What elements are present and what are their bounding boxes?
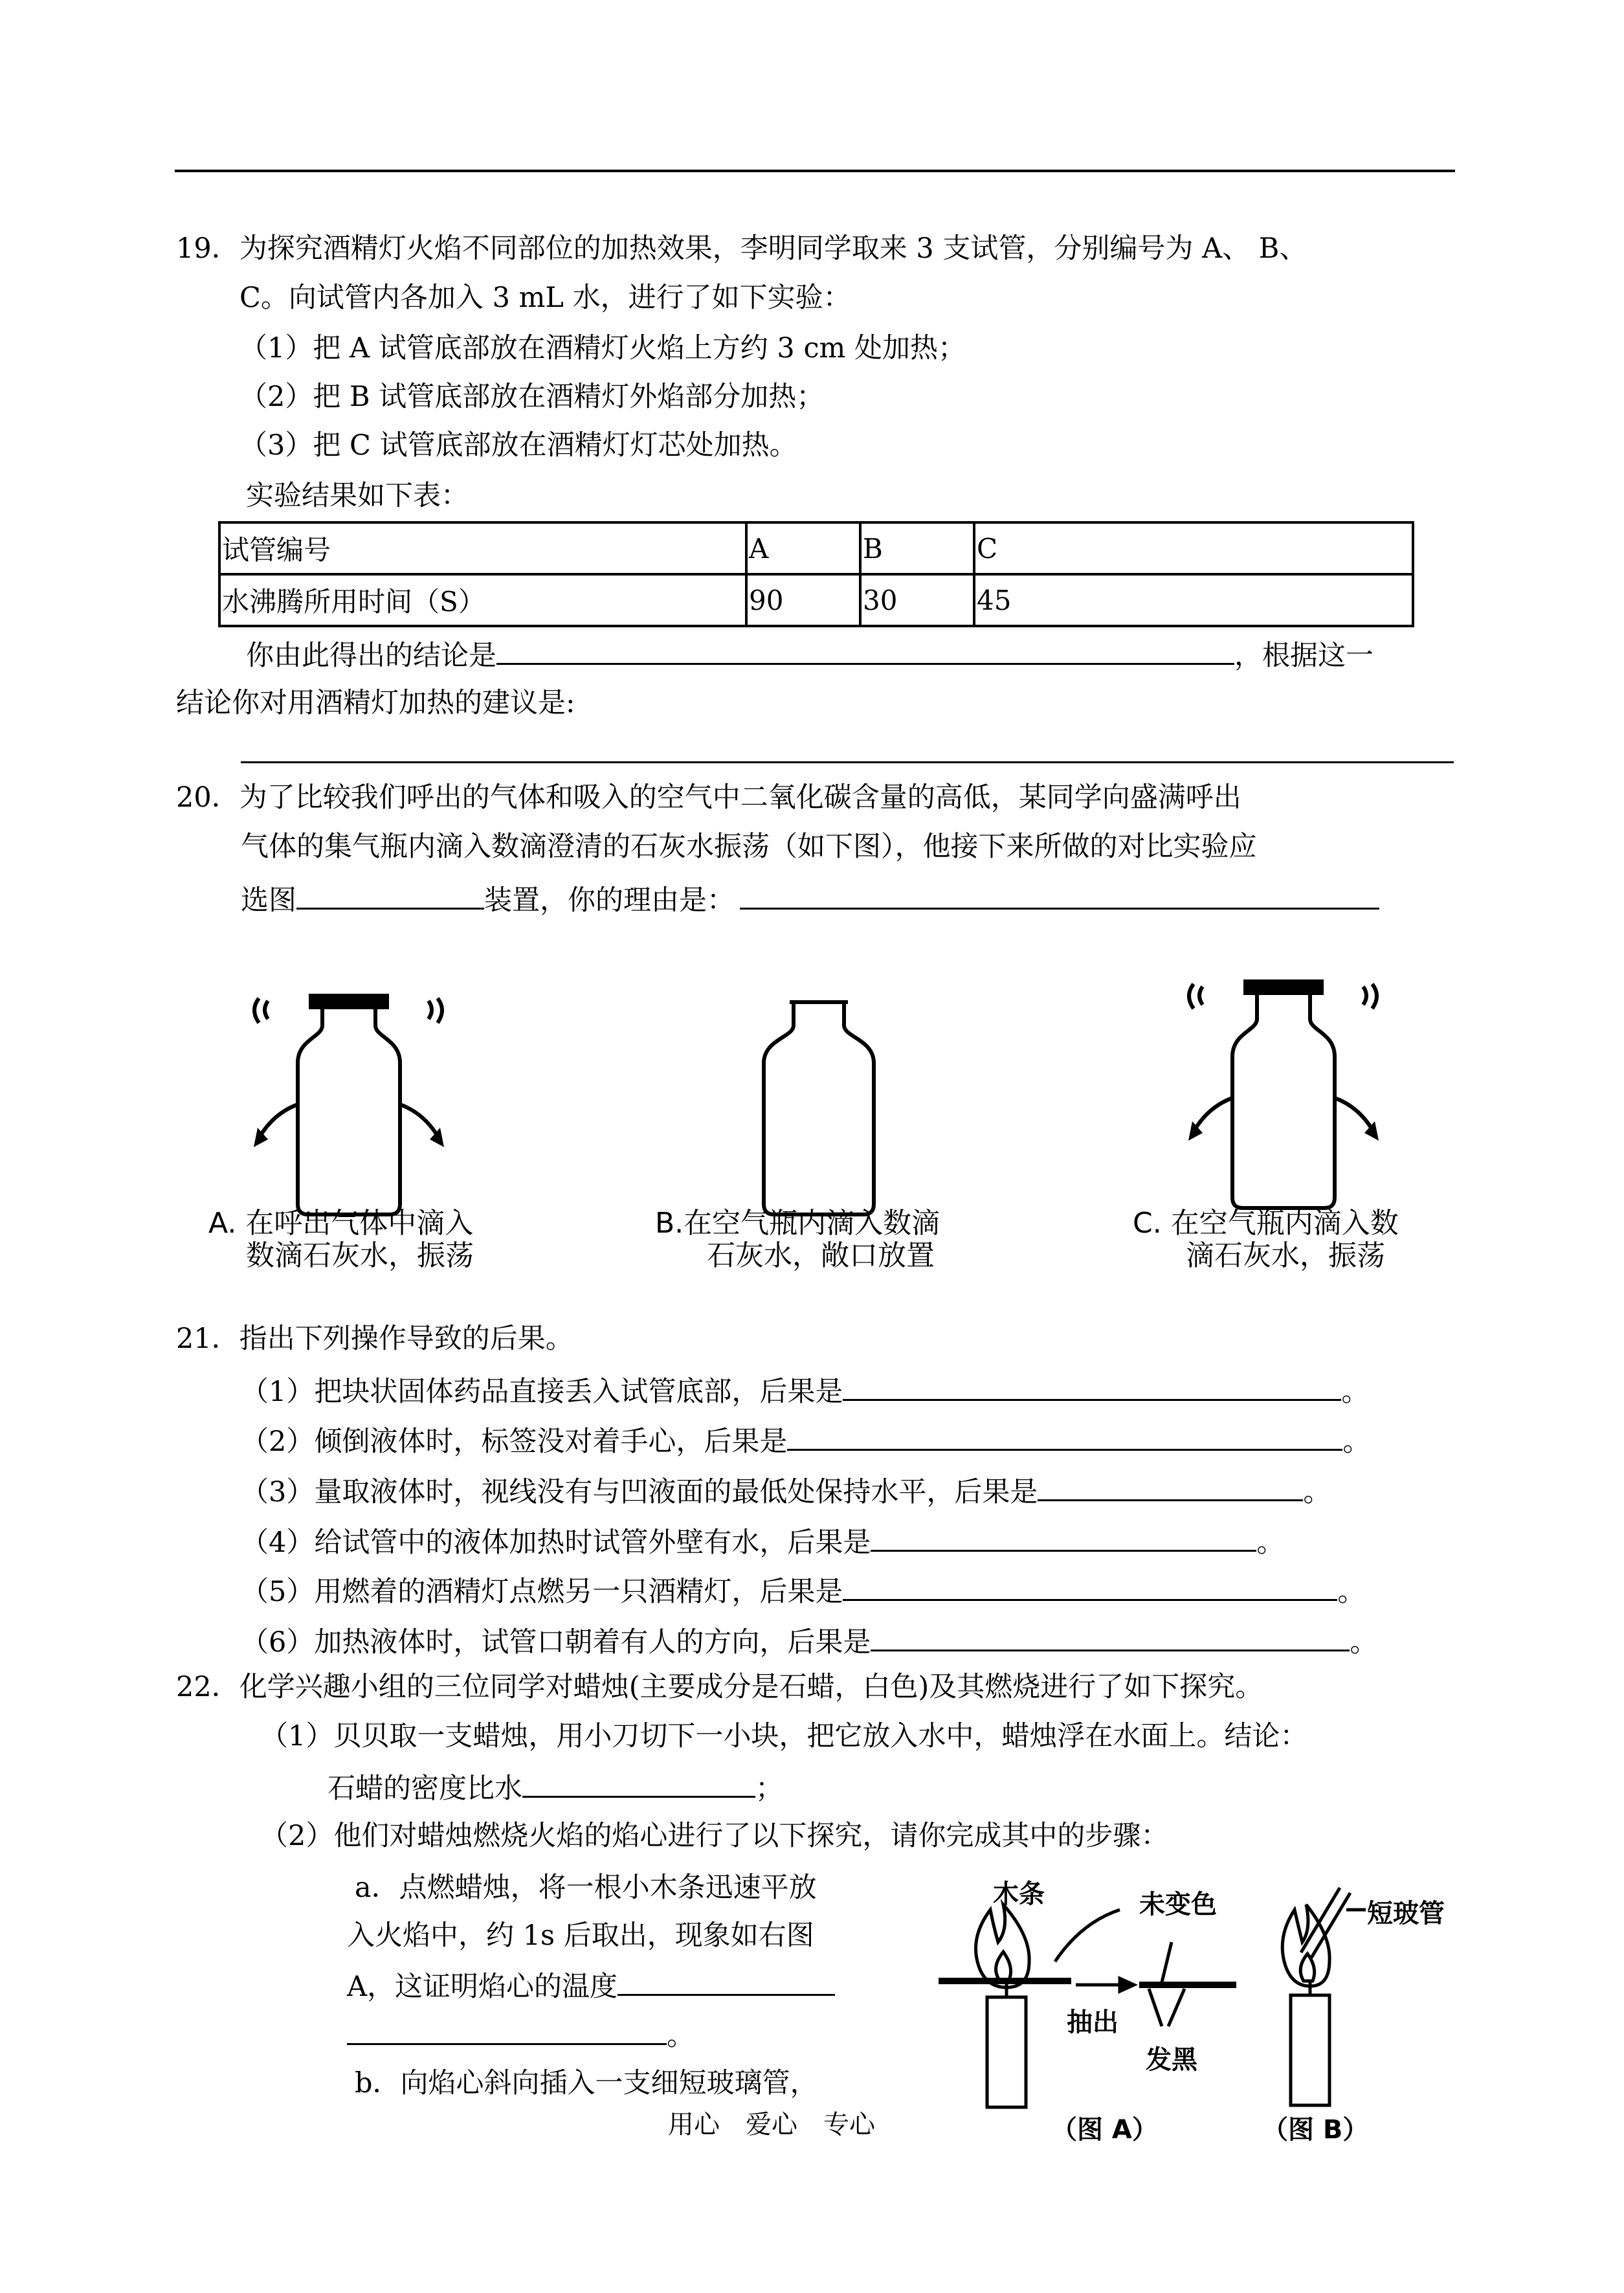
bottle-a-diagram xyxy=(246,978,466,1236)
table-cell: 试管编号 xyxy=(219,522,746,574)
bottle-b-caption-1: B.在空气瓶内滴入数滴 xyxy=(655,1207,940,1240)
footer-slogan: 用心 爱心 专心 xyxy=(668,2110,875,2140)
item-text: （2）倾倒液体时，标签没对着手心，后果是 xyxy=(241,1426,788,1458)
device-blank[interactable] xyxy=(296,879,484,910)
period: 。 xyxy=(667,2020,695,2052)
q21-title: 21．指出下列操作导致的后果。 xyxy=(176,1323,573,1355)
figure-a-candle xyxy=(926,1864,1288,2136)
table-cell: 30 xyxy=(860,574,974,626)
period: 。 xyxy=(1341,1376,1370,1408)
figure-b-caption: （图 B） xyxy=(1262,2115,1369,2145)
figure-a-black-label: 发黑 xyxy=(1146,2045,1197,2075)
select-label: 选图 xyxy=(241,884,296,917)
item-text: （3）量取液体时，视线没有与凹液面的最低处保持水平，后果是 xyxy=(241,1476,1038,1508)
q22-part2: （2）他们对蜡烛燃烧火焰的焰心进行了以下探究，请你完成其中的步骤： xyxy=(260,1820,1169,1852)
q22-part1-line2 xyxy=(328,1767,783,1807)
temp-label: A，这证明焰心的温度 xyxy=(347,1971,618,2003)
conclusion-label: 你由此得出的结论是 xyxy=(246,640,496,672)
semicolon: ； xyxy=(755,1773,783,1805)
answer-blank[interactable] xyxy=(1038,1471,1303,1501)
q21-item-3 xyxy=(241,1471,1331,1510)
item-text: （1）把块状固体药品直接丢入试管底部，后果是 xyxy=(241,1376,843,1408)
item-text: （4）给试管中的液体加热时试管外壁有水，后果是 xyxy=(241,1527,871,1559)
bottle-c-diagram xyxy=(1178,965,1398,1230)
density-label: 石蜡的密度比水 xyxy=(328,1773,522,1805)
bottle-c-caption-1: C. 在空气瓶内滴入数 xyxy=(1133,1207,1399,1240)
bottle-c-caption-2: 滴石灰水，振荡 xyxy=(1186,1239,1385,1272)
answer-blank[interactable] xyxy=(787,1420,1342,1451)
reason-label: 装置，你的理由是： xyxy=(484,884,735,917)
q20-line2: 气体的集气瓶内滴入数滴澄清的石灰水振荡（如下图），他接下来所做的对比实验应 xyxy=(241,831,1257,863)
temp-blank[interactable] xyxy=(617,1965,835,1996)
answer-blank[interactable] xyxy=(843,1370,1341,1401)
bottle-a-caption-2: 数滴石灰水，振荡 xyxy=(246,1239,474,1272)
suggestion-blank[interactable] xyxy=(241,761,1454,763)
q22-step-a-line2: 入火焰中，约 1s 后取出，现象如右图 xyxy=(347,1919,814,1952)
figure-a-caption: （图 A） xyxy=(1051,2115,1158,2145)
temp-blank-cont[interactable] xyxy=(347,2015,667,2045)
bottle-b-caption-2: 石灰水，敞口放置 xyxy=(707,1239,935,1272)
figure-b-tube-label: 短玻管 xyxy=(1367,1899,1445,1929)
q19-conclusion xyxy=(246,634,1374,674)
reason-blank[interactable] xyxy=(740,879,1379,910)
q22-step-b-line1: b．向焰心斜向插入一支细短玻璃管， xyxy=(355,2067,818,2099)
figure-a-stick-label: 木条 xyxy=(993,1879,1045,1909)
q22-step-a-line4 xyxy=(347,2015,695,2054)
period: 。 xyxy=(1303,1476,1331,1508)
q19-step3: （3）把 C 试管底部放在酒精灯灯芯处加热。 xyxy=(239,429,797,462)
period: 。 xyxy=(1337,1576,1366,1608)
q19-line1: 19．为探究酒精灯火焰不同部位的加热效果，李明同学取来 3 支试管，分别编号为 A、 B、 xyxy=(176,232,1307,265)
table-cell: A xyxy=(746,522,860,574)
figure-a-unchanged-label: 未变色 xyxy=(1139,1890,1217,1919)
q20-line3 xyxy=(241,879,1379,919)
period: 。 xyxy=(1350,1626,1378,1659)
top-rule xyxy=(175,170,1455,172)
item-text: （6）加热液体时，试管口朝着有人的方向，后果是 xyxy=(241,1626,871,1659)
answer-blank[interactable] xyxy=(843,1571,1337,1601)
q19-line2: C。向试管内各加入 3 mL 水，进行了如下实验： xyxy=(239,282,851,314)
q22-part1-line1: （1）贝贝取一支蜡烛，用小刀切下一小块，把它放入水中，蜡烛浮在水面上。结论： xyxy=(260,1720,1308,1752)
q22-title: 22．化学兴趣小组的三位同学对蜡烛(主要成分是石蜡，白色)及其燃烧进行了如下探究。 xyxy=(176,1671,1263,1703)
table-cell: C xyxy=(974,522,1413,574)
bottle-a-caption-1: A. 在呼出气体中滴入 xyxy=(208,1207,474,1240)
figure-a-pull-label: 抽出 xyxy=(1067,2008,1118,2037)
q21-item-1 xyxy=(241,1370,1369,1410)
table-row xyxy=(219,574,1413,626)
table-header-row xyxy=(219,522,1413,574)
q19-step2: （2）把 B 试管底部放在酒精灯外焰部分加热； xyxy=(239,381,825,413)
q22-step-a-line1: a．点燃蜡烛，将一根小木条迅速平放 xyxy=(355,1872,817,1904)
conclusion-blank[interactable] xyxy=(496,634,1234,665)
conclusion-tail: ，根据这一 xyxy=(1234,640,1374,672)
q21-item-4 xyxy=(241,1521,1284,1561)
q21-item-2 xyxy=(241,1420,1370,1460)
q19-result-intro: 实验结果如下表： xyxy=(246,480,469,512)
table-cell: 水沸腾所用时间（S） xyxy=(219,574,746,626)
table-cell: 45 xyxy=(974,574,1413,626)
q21-item-5 xyxy=(241,1571,1365,1610)
table-cell: B xyxy=(860,522,974,574)
q19-suggestion: 结论你对用酒精灯加热的建议是: xyxy=(176,687,575,719)
density-blank[interactable] xyxy=(522,1767,755,1798)
answer-blank[interactable] xyxy=(871,1621,1350,1651)
q20-line1: 20．为了比较我们呼出的气体和吸入的空气中二氧化碳含量的高低，某同学向盛满呼出 xyxy=(176,781,1241,814)
q22-step-a-line3 xyxy=(347,1965,835,2005)
q21-item-6 xyxy=(241,1621,1377,1661)
table-cell: 90 xyxy=(746,574,860,626)
item-text: （5）用燃着的酒精灯点燃另一只酒精灯，后果是 xyxy=(241,1576,843,1608)
period: 。 xyxy=(1256,1527,1285,1559)
answer-blank[interactable] xyxy=(871,1521,1256,1552)
bottle-b-diagram xyxy=(744,978,900,1236)
result-table xyxy=(218,521,1414,627)
period: 。 xyxy=(1342,1426,1371,1458)
q19-step1: （1）把 A 试管底部放在酒精灯火焰上方约 3 cm 处加热； xyxy=(239,332,966,364)
